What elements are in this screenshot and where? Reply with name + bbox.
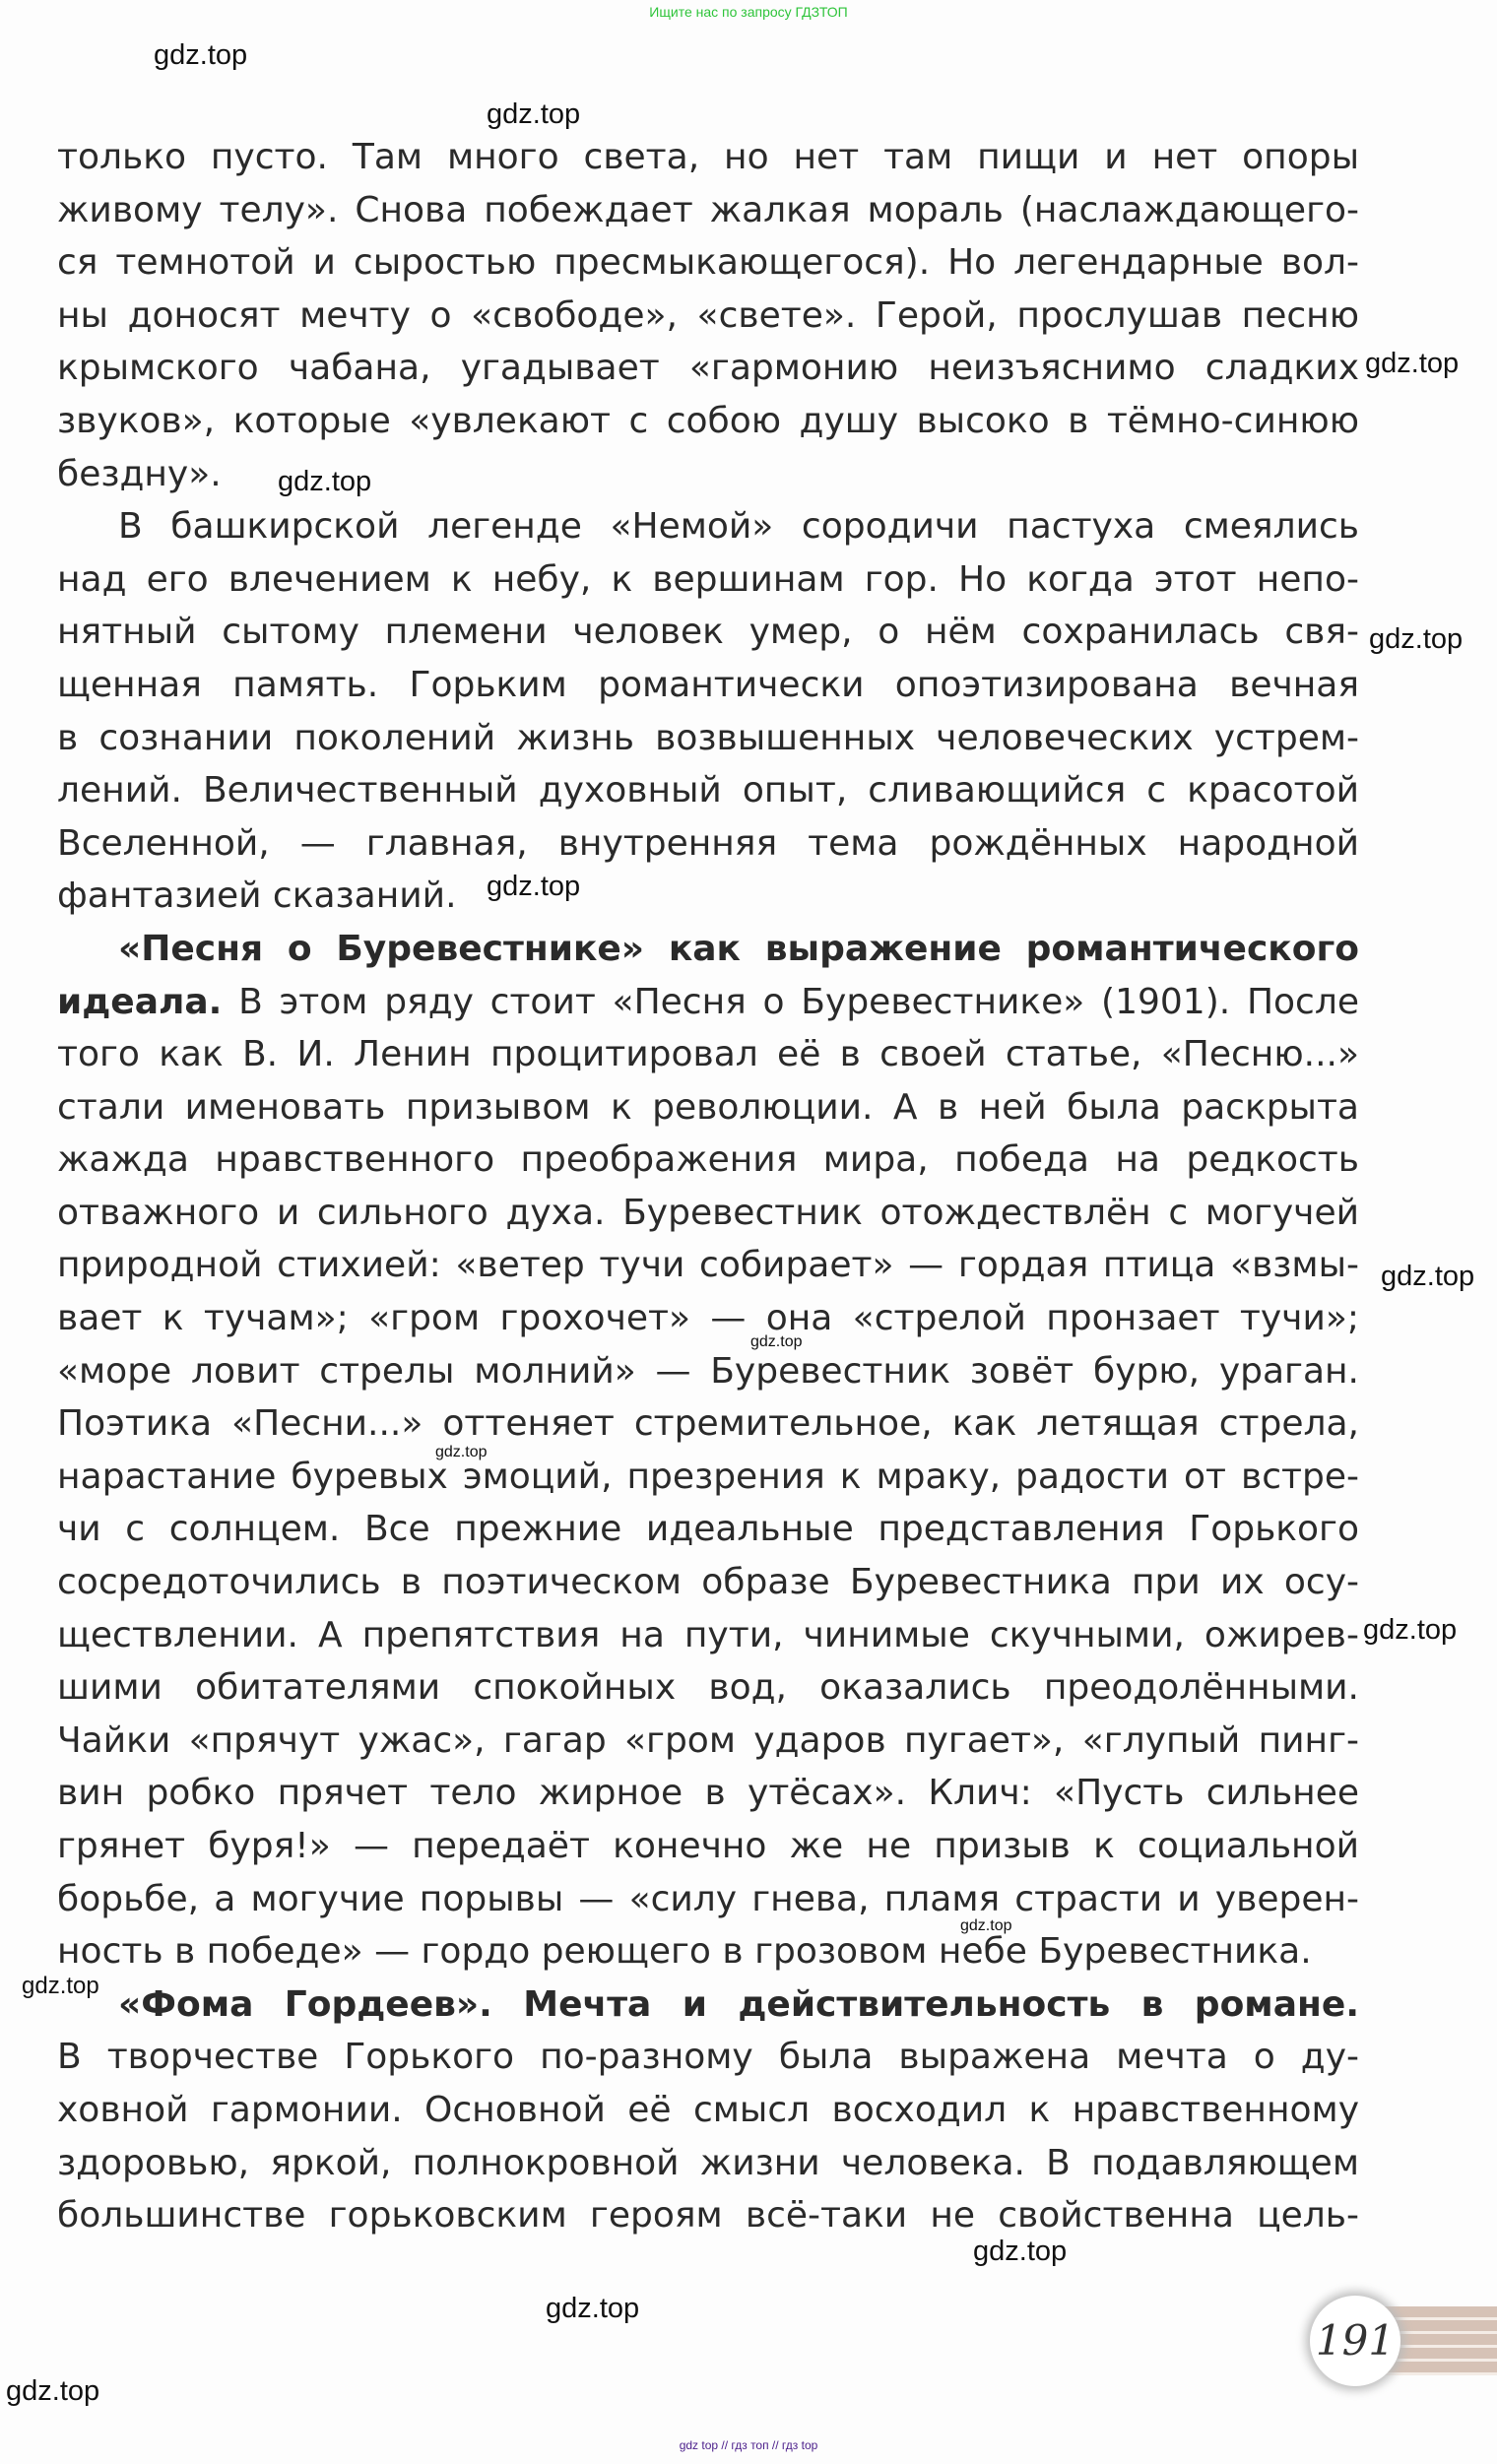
text-line: большинстве горьковским героям всё-таки не свойственна цель-	[57, 2195, 1359, 2237]
watermark: gdz.top	[1365, 348, 1460, 379]
text-line: Поэтика «Песни...» оттеняет стремительное, как летящая стрела,	[57, 1403, 1359, 1445]
text-line: над его влечением к небу, к вершинам гор. Но когда этот непо-	[57, 558, 1359, 600]
text-line: фантазией сказаний.	[57, 875, 457, 917]
text-line: того как В. И. Ленин процитировал её в своей статье, «Песню...»	[57, 1034, 1359, 1075]
text-line: лений. Величественный духовный опыт, сливающийся с красотой	[57, 770, 1359, 811]
text-line: «море ловит стрелы молний» — Буревестник зовёт бурю, ураган.	[57, 1350, 1359, 1392]
page-text	[57, 131, 1359, 2242]
text-line: борьбе, а могучие порывы — «силу гнева, пламя страсти и уверен-	[57, 1878, 1359, 1919]
text-line: ны доносят мечту о «свободе», «свете». Герой, прослушав песню	[57, 294, 1359, 336]
watermark: gdz.top	[973, 2236, 1068, 2267]
text-line: нарастание буревых эмоций, презрения к мраку, радости от встре-	[57, 1456, 1359, 1497]
watermark: gdz.top	[1381, 1261, 1475, 1292]
watermark: gdz.top	[487, 871, 581, 902]
text-line: Чайки «прячут ужас», гагар «гром ударов пугает», «глупый пинг-	[57, 1719, 1359, 1761]
text-line: сосредоточились в поэтическом образе Буревестника при их осу-	[57, 1562, 1359, 1603]
text-line: Вселенной, — главная, внутренняя тема рождённых народной	[57, 822, 1359, 864]
text-line: бездну».	[57, 453, 222, 494]
watermark: gdz.top	[278, 466, 372, 497]
watermark: gdz.top	[750, 1333, 803, 1350]
watermark: gdz.top	[1369, 623, 1464, 655]
page-number: 191	[1310, 2296, 1400, 2386]
text-line: звуков», которые «увлекают с собою душу высоко в тёмно-синюю	[57, 400, 1359, 441]
text-line: вин робко прячет тело жирное в утёсах». Клич: «Пусть сильнее	[57, 1773, 1359, 1814]
text-line: крымского чабана, угадывает «гармонию неизъяснимо сладких	[57, 348, 1359, 389]
text-line: стали именовать призывом к революции. А в ней была раскрыта	[57, 1086, 1359, 1128]
text-fragment: В этом ряду стоит «Песня о Буревестнике» (1901). После	[222, 981, 1359, 1022]
text-line	[57, 976, 1359, 1029]
text-line: в сознании поколений жизнь возвышенных человеческих устрем-	[57, 717, 1359, 758]
text-line: ществлении. А препятствия на пути, чинимые скучными, ожирев-	[57, 1614, 1359, 1655]
bottom-banner: gdz top // гдз топ // гдз top	[679, 2438, 818, 2452]
text-line: щенная память. Горьким романтически опоэтизирована вечная	[57, 664, 1359, 705]
text-line: отважного и сильного духа. Буревестник отождествлён с могучей	[57, 1192, 1359, 1233]
watermark: gdz.top	[960, 1917, 1012, 1934]
text-line: В творчестве Горького по-разному была выражена мечта о ду-	[57, 2037, 1359, 2078]
text-line: В башкирской легенде «Немой» сородичи пастуха смеялись	[118, 506, 1359, 548]
text-line: грянет буря!» — передаёт конечно же не призыв к социальной	[57, 1826, 1359, 1866]
watermark: gdz.top	[22, 1973, 99, 1999]
watermark: gdz.top	[487, 98, 581, 130]
text-line: здоровью, яркой, полнокровной жизни человека. В подавляющем	[57, 2142, 1359, 2183]
text-line: шими обитателями спокойных вод, оказались преодолёнными.	[57, 1667, 1359, 1709]
section-heading: «Фома Гордеев». Мечта и действительность в романе.	[118, 1983, 1359, 2025]
text-line: ся темнотой и сыростью пресмыкающегося). Но легендарные вол-	[57, 242, 1359, 284]
text-line: нятный сытому племени человек умер, о нём сохранилась свя-	[57, 612, 1359, 653]
watermark: gdz.top	[154, 39, 248, 71]
section-heading: «Песня о Буревестнике» как выражение романтического	[118, 928, 1359, 969]
text-line: вает к тучам»; «гром грохочет» — она «стрелой пронзает тучи»;	[57, 1298, 1359, 1339]
section-heading-end: идеала.	[57, 981, 223, 1022]
text-line: ность в победе» — гордо реющего в грозовом небе Буревестника.	[57, 1931, 1312, 1973]
watermark: gdz.top	[435, 1444, 488, 1460]
text-line: ховной гармонии. Основной её смысл восходил к нравственному	[57, 2089, 1359, 2130]
watermark: gdz.top	[1363, 1614, 1458, 1646]
text-line: только пусто. Там много света, но нет там пищи и нет опоры	[57, 137, 1359, 177]
top-banner: Ищите нас по запросу ГДЗТОП	[649, 4, 848, 20]
text-line: природной стихией: «ветер тучи собирает» — гордая птица «взмы-	[57, 1245, 1359, 1286]
watermark: gdz.top	[6, 2375, 100, 2407]
text-line: жажда нравственного преображения мира, победа на редкость	[57, 1139, 1359, 1181]
watermark: gdz.top	[546, 2293, 640, 2324]
text-line: живому телу». Снова побеждает жалкая мораль (наслаждающего-	[57, 189, 1359, 230]
text-line: чи с солнцем. Все прежние идеальные представления Горького	[57, 1509, 1359, 1550]
